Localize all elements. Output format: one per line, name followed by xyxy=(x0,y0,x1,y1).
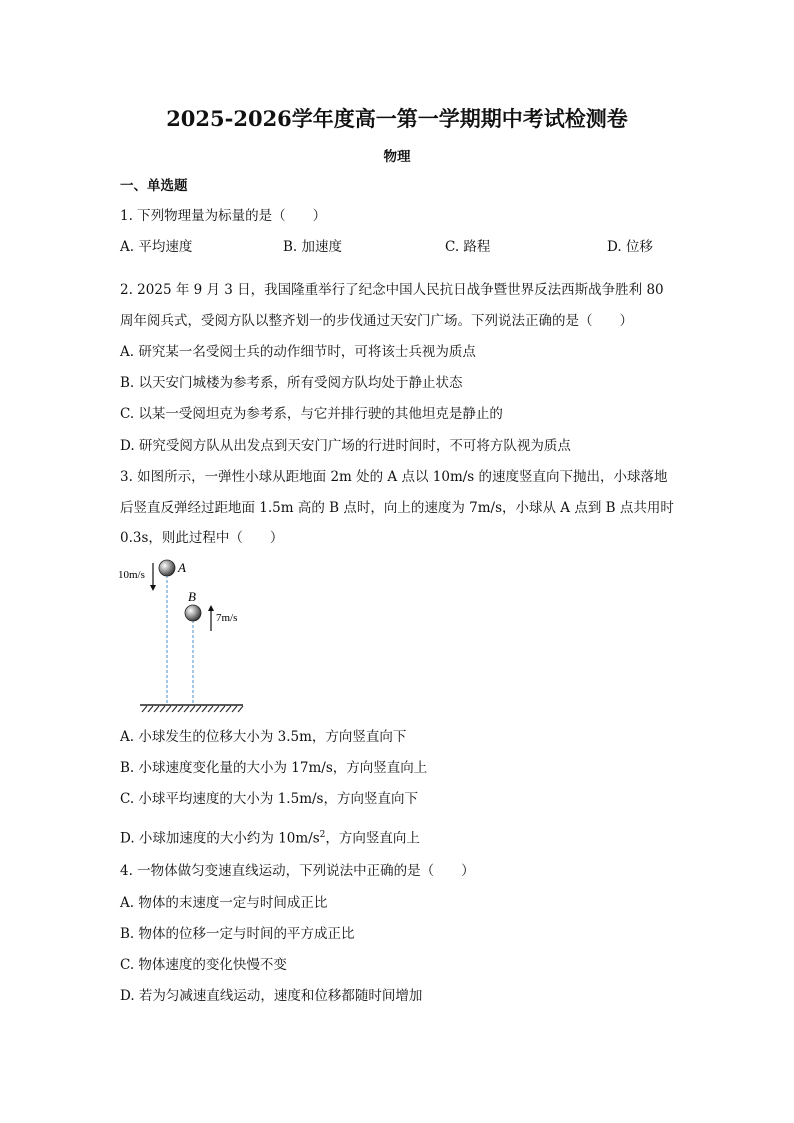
question-3-stem-line-1: 3. 如图所示，一弹性小球从距地面 2m 处的 A 点以 10m/s 的速度竖直向下抛出，小球落地 xyxy=(120,469,668,485)
question-2-stem-line-1: 2. 2025 年 9 月 3 日，我国隆重举行了纪念中国人民抗日战争暨世界反法西斯战争胜利 80 xyxy=(120,282,664,298)
speed-b-label: 7m/s xyxy=(216,612,238,624)
section-heading: 一、单选题 xyxy=(120,178,188,194)
q4-option-a: A. 物体的末速度一定与时间成正比 xyxy=(120,895,328,911)
question-3-stem-line-3: 0.3s，则此过程中（ ） xyxy=(120,530,284,546)
q3-option-a: A. 小球发生的位移大小为 3.5m，方向竖直向下 xyxy=(120,729,407,745)
question-1-stem: 1. 下列物理量为标量的是（ ） xyxy=(120,208,327,224)
q2-option-d: D. 研究受阅方队从出发点到天安门广场的行进时间时，不可将方队视为质点 xyxy=(120,438,571,454)
q4-option-d: D. 若为匀减速直线运动，速度和位移都随时间增加 xyxy=(120,988,423,1004)
up-arrow-icon xyxy=(208,605,214,631)
q4-option-b: B. 物体的位移一定与时间的平方成正比 xyxy=(120,926,355,942)
q2-option-a: A. 研究某一名受阅士兵的动作细节时，可将该士兵视为质点 xyxy=(120,344,476,360)
ball-a-label: A xyxy=(178,560,186,575)
q4-option-c: C. 物体速度的变化快慢不变 xyxy=(120,957,287,973)
q1-option-c: C. 路程 xyxy=(445,239,491,255)
q3-option-c: C. 小球平均速度的大小为 1.5m/s，方向竖直向下 xyxy=(120,791,418,807)
q3-option-d xyxy=(120,826,420,848)
q1-option-a: A. 平均速度 xyxy=(120,239,193,255)
question-4-stem: 4. 一物体做匀变速直线运动，下列说法中正确的是（ ） xyxy=(120,863,475,879)
q1-option-d: D. 位移 xyxy=(607,239,653,255)
ball-b xyxy=(185,605,201,621)
subject-title: 物理 xyxy=(383,149,411,165)
question-2-stem-line-2: 周年阅兵式，受阅方队以整齐划一的步伐通过天安门广场。下列说法正确的是（ ） xyxy=(120,313,633,329)
q2-option-b: B. 以天安门城楼为参考系，所有受阅方队均处于静止状态 xyxy=(120,375,463,391)
ground-hatching xyxy=(142,706,243,712)
ball-b-label: B xyxy=(188,589,196,604)
q2-option-c: C. 以某一受阅坦克为参考系，与它并排行驶的其他坦克是静止的 xyxy=(120,406,503,422)
down-arrow-icon xyxy=(150,563,156,591)
q3-option-d-text: D. 小球加速度的大小约为 10m/s xyxy=(120,830,320,847)
q3-figure xyxy=(115,555,255,720)
q1-option-b: B. 加速度 xyxy=(283,239,343,255)
q3-option-b: B. 小球速度变化量的大小为 17m/s，方向竖直向上 xyxy=(120,760,428,776)
question-3-stem-line-2: 后竖直反弹经过距地面 1.5m 高的 B 点时，向上的速度为 7m/s，小球从 A 点到 B 点共用时 xyxy=(120,500,674,516)
exam-title: 2025-2026学年度高一第一学期期中考试检测卷 xyxy=(166,106,628,131)
q3-option-d-suffix: ，方向竖直向上 xyxy=(325,830,420,847)
ball-a xyxy=(159,560,175,576)
q3-option-d-exponent: 2 xyxy=(319,830,326,840)
speed-a-label: 10m/s xyxy=(118,569,145,581)
